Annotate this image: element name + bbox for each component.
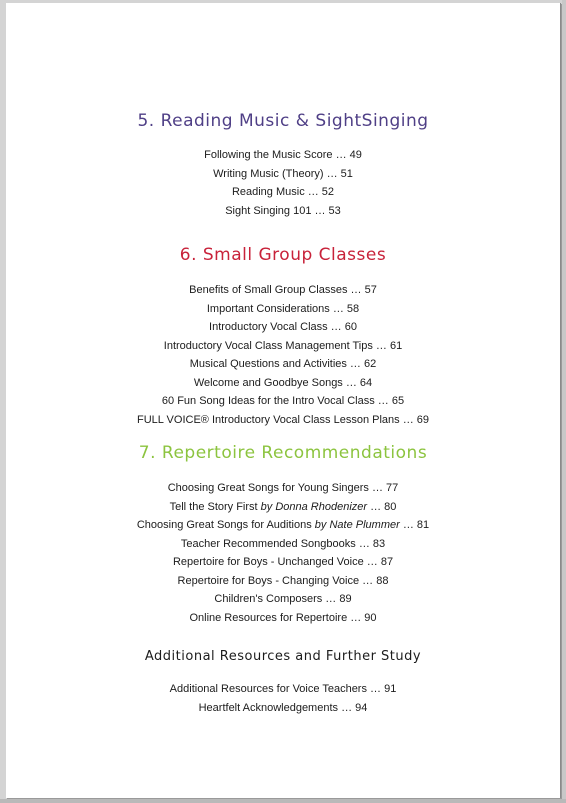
toc-entry[interactable]: Introductory Vocal Class Management Tips … 61 (163, 339, 403, 352)
toc-entry[interactable] (6, 516, 560, 535)
toc-entry[interactable]: Introductory Vocal Class … 60 (209, 321, 357, 333)
section-small-group-classes (6, 244, 560, 429)
document-page (6, 3, 561, 798)
toc-entry[interactable]: Additional Resources for Voice Teachers … 91 (169, 683, 397, 695)
toc-entry[interactable]: Sight Singing 101 … 53 (225, 204, 341, 217)
toc-entry[interactable]: Benefits of Small Group Classes … 57 (189, 284, 377, 296)
toc-entry[interactable]: Musical Questions and Activities … 62 (189, 358, 377, 370)
toc-entry[interactable]: Welcome and Goodbye Songs … 64 (193, 376, 373, 389)
entry-list (6, 146, 560, 220)
toc-entry[interactable]: Important Considerations … 58 (206, 302, 360, 315)
entry-page: … 81 (399, 519, 430, 531)
entry-page: … 80 (367, 500, 397, 513)
toc-entry[interactable] (6, 498, 560, 517)
toc-entry[interactable]: Repertoire for Boys - Changing Voice … 88 (177, 574, 389, 587)
toc-entry[interactable]: Online Resources for Repertoire … 90 (189, 611, 377, 624)
section-heading: 7. Repertoire Recommendations (138, 443, 428, 463)
toc-entry[interactable]: Repertoire for Boys - Unchanged Voice … 87 (172, 556, 394, 568)
section-heading: 5. Reading Music & SightSinging (137, 111, 429, 131)
entry-author: by Nate Plummer (314, 519, 400, 531)
toc-entry[interactable]: Heartfelt Acknowledgements … 94 (198, 701, 368, 714)
toc-entry[interactable]: Children's Composers … 89 (214, 593, 352, 605)
window-frame-bottom (0, 799, 566, 803)
section-reading-music (6, 110, 560, 220)
section-repertoire (6, 442, 560, 627)
section-heading: 6. Small Group Classes (179, 245, 387, 265)
entry-list (6, 479, 560, 627)
toc-entry[interactable]: 60 Fun Song Ideas for the Intro Vocal Class … 65 (161, 395, 405, 407)
entry-author: by Donna Rhodenizer (260, 500, 368, 513)
section-heading: Additional Resources and Further Study (144, 649, 422, 664)
window-frame-right (562, 0, 566, 803)
entry-title: Tell the Story First (169, 500, 261, 513)
toc-entry[interactable]: FULL VOICE® Introductory Vocal Class Lesson Plans … 69 (137, 413, 429, 426)
toc-entry[interactable]: Teacher Recommended Songbooks … 83 (180, 537, 386, 550)
toc-entry[interactable]: Following the Music Score … 49 (204, 149, 362, 161)
section-additional-resources (6, 646, 560, 717)
entry-list (6, 281, 560, 429)
toc-entry[interactable]: Reading Music … 52 (231, 186, 335, 198)
toc-entry[interactable]: Choosing Great Songs for Young Singers … 77 (167, 482, 399, 494)
entry-title: Choosing Great Songs for Auditions (136, 519, 315, 531)
toc-entry[interactable]: Writing Music (Theory) … 51 (213, 167, 353, 180)
entry-list (6, 680, 560, 717)
